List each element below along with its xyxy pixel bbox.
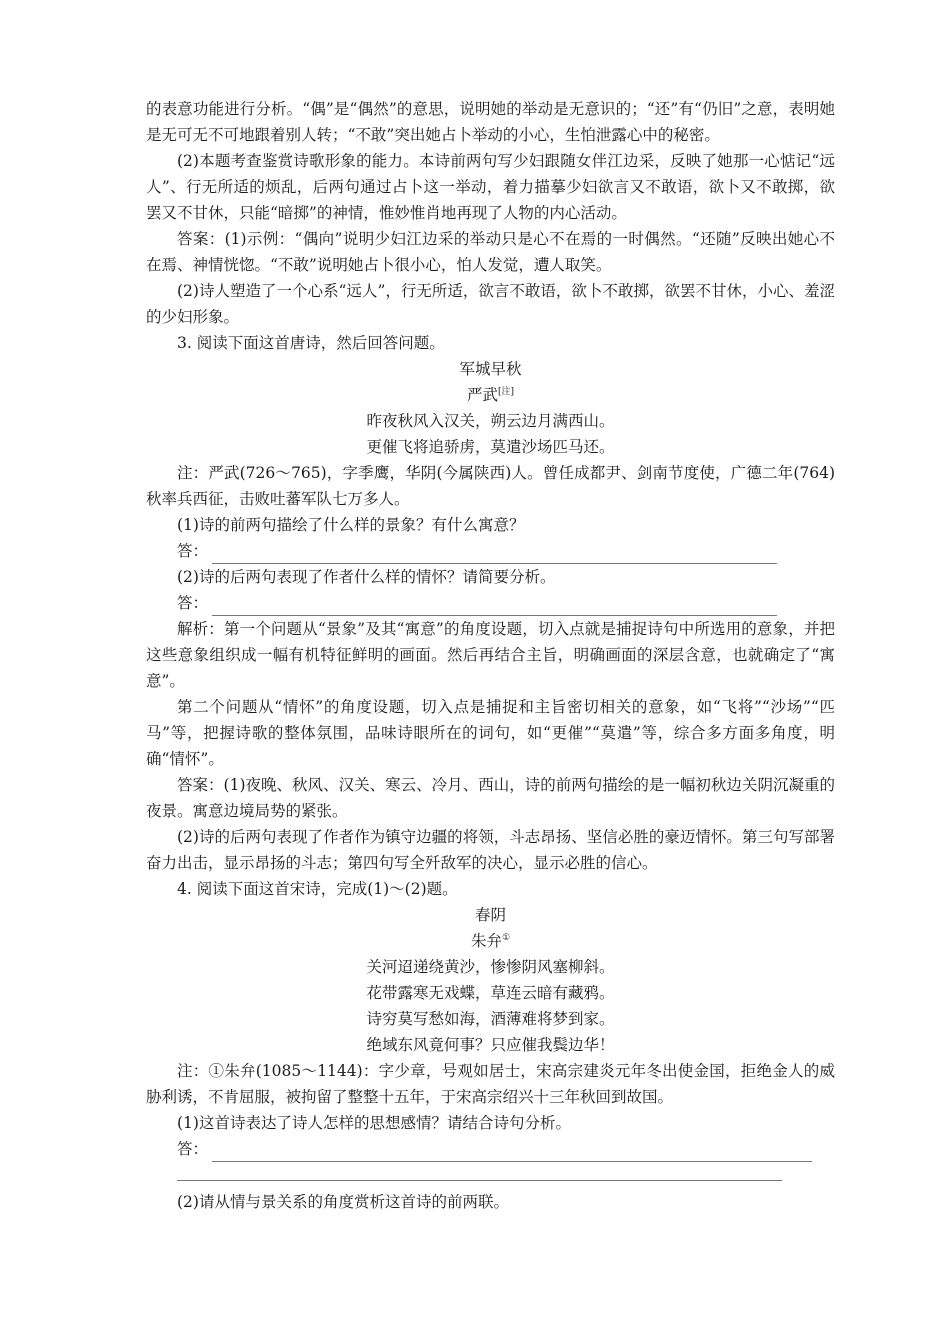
answer-blank-rule bbox=[212, 1143, 812, 1162]
answer-label: 答： bbox=[177, 594, 209, 612]
answer-blank-rule bbox=[177, 1162, 782, 1181]
analysis-paragraph: 第二个问题从“情怀”的角度设题，切入点是捕捉和主旨密切相关的意象，如“飞将”“沙场”“匹马”等，把握诗歌的整体氛围，品味诗眼所在的词句，如“更催”“莫遣”等，综合多方面多角度，明确“情怀”。 bbox=[146, 698, 835, 768]
sub-question: (1)诗的前两句描绘了什么样的景象？有什么寓意？ bbox=[177, 516, 525, 534]
analysis-paragraph: 的表意功能进行分析。“偶”是“偶然”的意思，说明她的举动是无意识的；“还”有“仍旧”之意，表明她是无可无不可地跟着别人转；“不敢”突出她占卜举动的小心，生怕泄露心中的秘密。 bbox=[146, 100, 835, 144]
poem-line: 诗穷莫写愁如海，酒薄难将梦到家。 bbox=[366, 1010, 615, 1028]
answer-paragraph: (2)诗人塑造了一个心系“远人”，行无所适，欲言不敢语，欲卜不敢掷，欲罢不甘休，小心、羞涩的少妇形象。 bbox=[146, 282, 835, 326]
answer-line bbox=[177, 538, 835, 564]
poem-author-name: 朱弁 bbox=[470, 932, 502, 950]
sub-question: (2)诗的后两句表现了作者什么样的情怀？请简要分析。 bbox=[177, 568, 556, 586]
sub-question: (1)这首诗表达了诗人怎样的思想感情？请结合诗句分析。 bbox=[177, 1114, 571, 1132]
answer-blank-rule bbox=[212, 597, 777, 616]
poem-line: 昨夜秋风入汉关，朔云边月满西山。 bbox=[366, 412, 615, 430]
poem-title: 军城早秋 bbox=[459, 360, 522, 378]
poem-line: 绝域东风竟何事？只应催我鬓边华！ bbox=[366, 1036, 615, 1054]
answer-paragraph: 答案：(1)夜晚、秋风、汉关、寒云、冷月、西山，诗的前两句描绘的是一幅初秋边关阴沉凝重的夜景。寓意边境局势的紧张。 bbox=[146, 776, 835, 820]
poem-note: 注：严武(726～765)，字季鹰，华阴(今属陕西)人。曾任成都尹、剑南节度使，广德二年(764)秋率兵西征，击败吐蕃军队七万多人。 bbox=[146, 464, 835, 508]
poem-author bbox=[146, 382, 835, 408]
analysis-paragraph: 解析：第一个问题从“景象”及其“寓意”的角度设题，切入点就是捕捉诗句中所选用的意象，并把这些意象组织成一幅有机特征鲜明的画面。然后再结合主旨，明确画面的深层含意，也就确定了“寓意”。 bbox=[146, 620, 835, 690]
footnote-marker: ① bbox=[501, 932, 511, 943]
answer-line bbox=[177, 590, 835, 616]
poem-title: 春阴 bbox=[474, 906, 506, 924]
question-3-intro: 3. 阅读下面这首唐诗，然后回答问题。 bbox=[177, 334, 445, 352]
sub-question: (2)请从情与景关系的角度赏析这首诗的前两联。 bbox=[177, 1193, 509, 1211]
answer-line bbox=[177, 1136, 835, 1162]
poem-author-name: 严武 bbox=[466, 386, 498, 404]
poem-author bbox=[146, 928, 835, 954]
footnote-marker: [注] bbox=[497, 386, 515, 397]
answer-label: 答： bbox=[177, 542, 209, 560]
question-4-intro: 4. 阅读下面这首宋诗，完成(1)～(2)题。 bbox=[177, 880, 458, 898]
answer-paragraph: (2)诗的后两句表现了作者作为镇守边疆的将领，斗志昂扬、坚信必胜的豪迈情怀。第三句写部署奋力出击，显示昂扬的斗志；第四句写全歼敌军的决心，显示必胜的信心。 bbox=[146, 828, 835, 872]
analysis-paragraph: (2)本题考查鉴赏诗歌形象的能力。本诗前两句写少妇跟随女伴江边采，反映了她那一心惦记“远人”、行无所适的烦乱，后两句通过占卜这一举动，着力描摹少妇欲言又不敢语，欲卜又不敢掷，欲罢又不甘休，只能“暗掷”的神情，惟妙惟肖地再现了人物的内心活动。 bbox=[146, 152, 835, 222]
poem-note: 注：①朱弁(1085～1144)：字少章，号观如居士，宋高宗建炎元年冬出使金国，拒绝金人的威胁利诱，不肯屈服，被拘留了整整十五年，于宋高宗绍兴十三年秋回到故国。 bbox=[146, 1062, 835, 1106]
answer-label: 答： bbox=[177, 1140, 209, 1158]
poem-line: 花带露寒无戏蝶，草连云暗有藏鸦。 bbox=[366, 984, 615, 1002]
poem-line: 关河迢递绕黄沙，惨惨阴风塞柳斜。 bbox=[366, 958, 615, 976]
poem-line: 更催飞将追骄虏，莫遣沙场匹马还。 bbox=[366, 438, 615, 456]
answer-paragraph: 答案：(1)示例：“偶向”说明少妇江边采的举动只是心不在焉的一时偶然。“还随”反映出她心不在焉、神情恍惚。“不敢”说明她占卜很小心，怕人发觉，遭人取笑。 bbox=[146, 230, 835, 274]
answer-blank-rule bbox=[212, 545, 777, 564]
